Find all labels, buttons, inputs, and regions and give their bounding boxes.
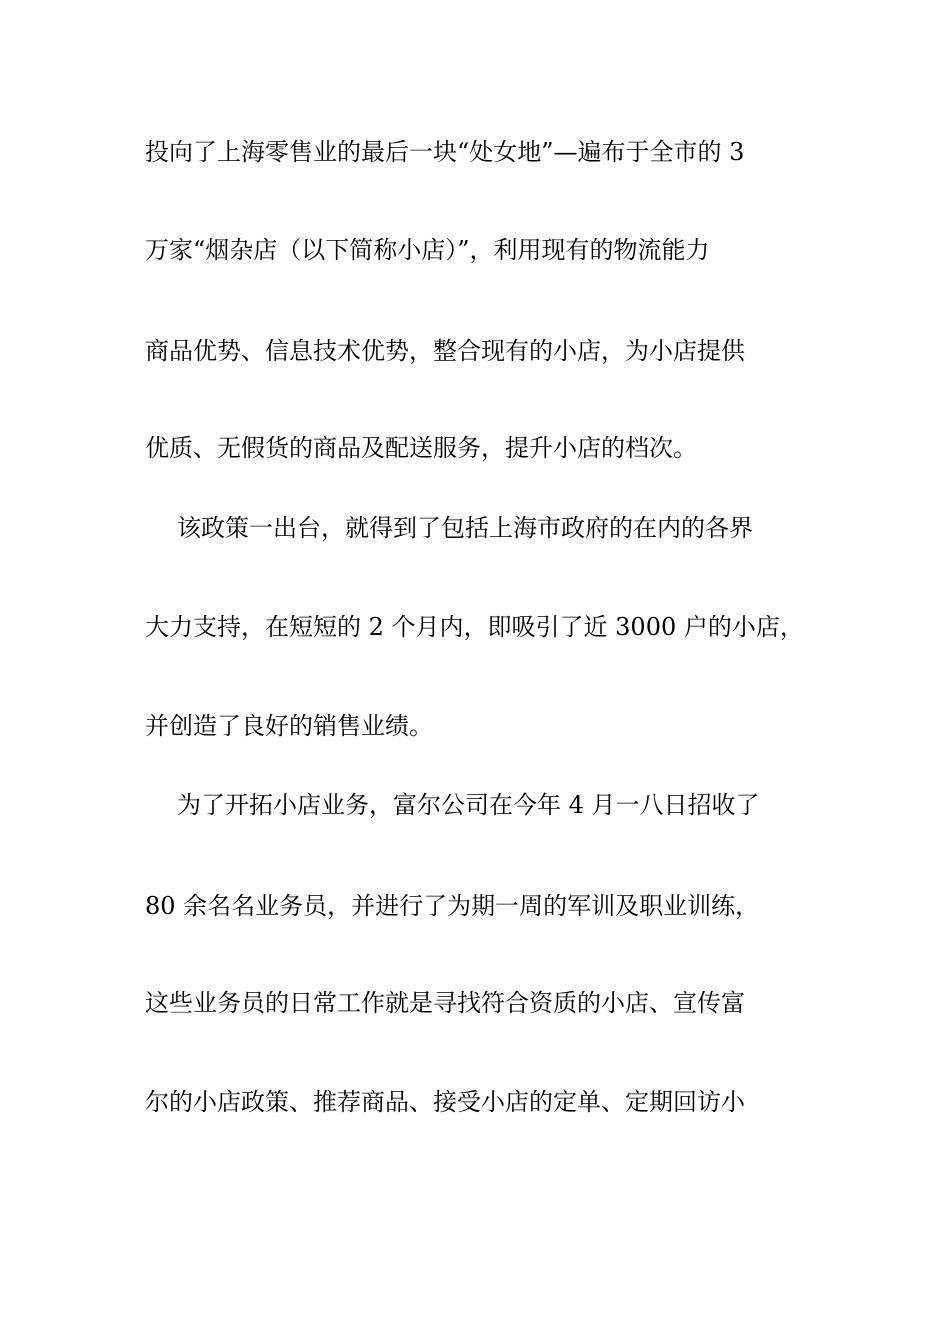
paragraph-3-line-3: 这些业务员的日常工作就是寻找符合资质的小店、宣传富	[145, 989, 745, 1017]
text-line-4: 优质、无假货的商品及配送服务，提升小店的档次。	[145, 434, 697, 462]
paragraph-2-line-1: 该政策一出台，就得到了包括上海市政府的在内的各界	[177, 514, 753, 542]
paragraph-3-line-1: 为了开拓小店业务，富尔公司在今年 4 月一八日招收了	[177, 791, 760, 819]
paragraph-2-line-2: 大力支持，在短短的 2 个月内，即吸引了近 3000 户的小店，	[145, 613, 804, 641]
text-line-1: 投向了上海零售业的最后一块“处女地”—遍布于全市的 3	[145, 138, 745, 166]
paragraph-3-line-2: 80 余名名业务员，并进行了为期一周的军训及职业训练，	[145, 892, 760, 920]
paragraph-3-line-4: 尔的小店政策、推荐商品、接受小店的定单、定期回访小	[145, 1088, 745, 1116]
text-line-3: 商品优势、信息技术优势，整合现有的小店，为小店提供	[145, 337, 745, 365]
paragraph-2-line-3: 并创造了良好的销售业绩。	[145, 712, 433, 740]
text-line-2: 万家“烟杂店（以下简称小店）”，利用现有的物流能力	[145, 236, 710, 264]
